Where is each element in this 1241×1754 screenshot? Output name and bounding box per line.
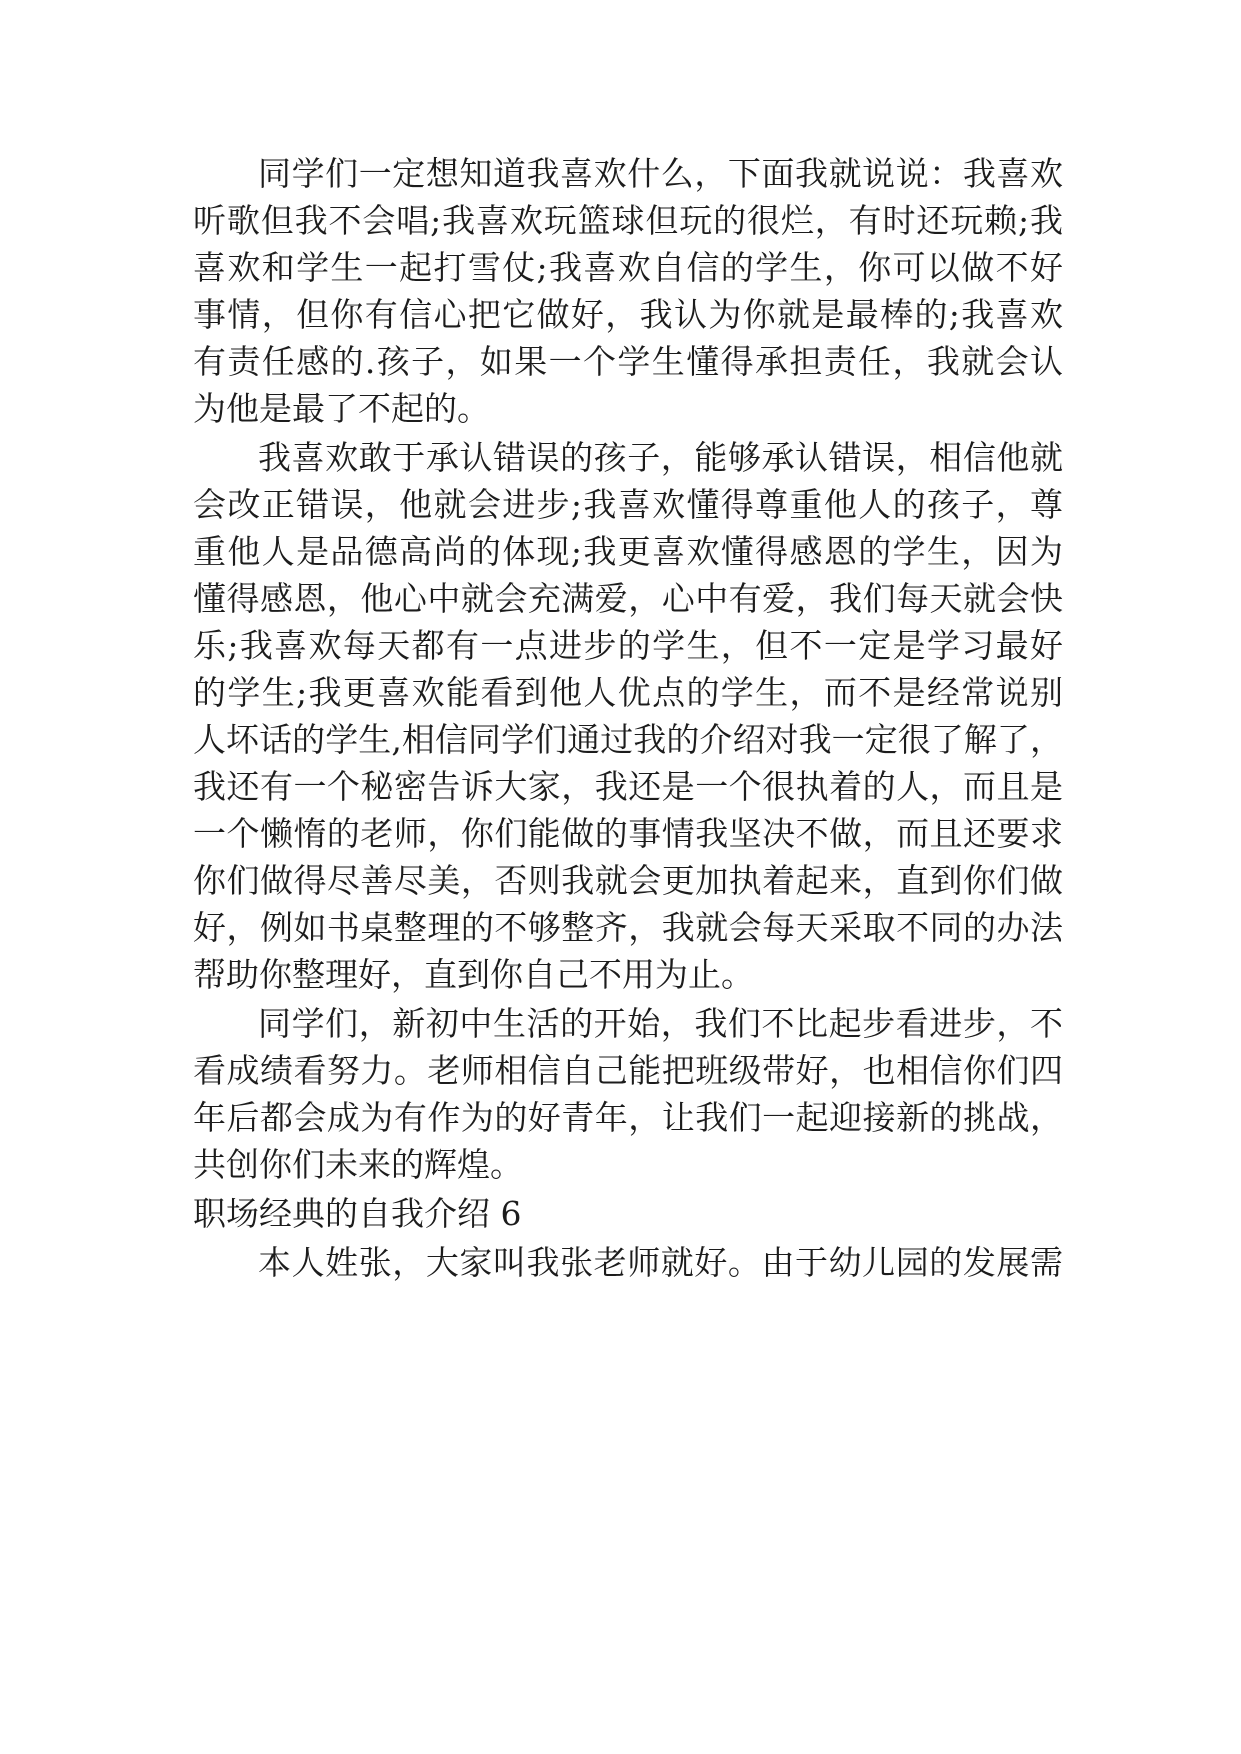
paragraph-1-line-4: 事情，但你有信心把它做好，我认为你就是最棒的;我喜欢 bbox=[193, 295, 1063, 334]
paragraph-2-line-9: 一个懒惰的老师，你们能做的事情我坚决不做，而且还要求 bbox=[193, 814, 1063, 853]
paragraph-2-line-6: 的学生;我更喜欢能看到他人优点的学生，而不是经常说别 bbox=[193, 673, 1063, 712]
paragraph-2-line-10: 你们做得尽善尽美，否则我就会更加执着起来，直到你们做 bbox=[193, 861, 1063, 900]
paragraph-2-line-7: 人坏话的学生,相信同学们通过我的介绍对我一定很了解了， bbox=[193, 720, 1063, 759]
paragraph-3-line-4: 共创你们未来的辉煌。 bbox=[193, 1145, 523, 1184]
paragraph-3-line-2: 看成绩看努力。老师相信自己能把班级带好，也相信你们四 bbox=[193, 1051, 1063, 1090]
paragraph-2-line-3: 重他人是品德高尚的体现;我更喜欢懂得感恩的学生，因为 bbox=[193, 532, 1063, 571]
paragraph-1-line-6: 为他是最了不起的。 bbox=[193, 389, 490, 428]
paragraph-2-line-2: 会改正错误，他就会进步;我喜欢懂得尊重他人的孩子，尊 bbox=[193, 485, 1063, 524]
paragraph-2-line-8: 我还有一个秘密告诉大家，我还是一个很执着的人，而且是 bbox=[193, 767, 1063, 806]
paragraph-1-line-5: 有责任感的.孩子，如果一个学生懂得承担责任，我就会认 bbox=[193, 342, 1063, 381]
paragraph-4-line-1: 本人姓张，大家叫我张老师就好。由于幼儿园的发展需 bbox=[258, 1243, 1063, 1282]
paragraph-3-line-3: 年后都会成为有作为的好青年，让我们一起迎接新的挑战， bbox=[193, 1098, 1063, 1137]
paragraph-1-line-1: 同学们一定想知道我喜欢什么，下面我就说说：我喜欢 bbox=[258, 154, 1063, 193]
paragraph-2-line-11: 好，例如书桌整理的不够整齐，我就会每天采取不同的办法 bbox=[193, 908, 1063, 947]
paragraph-3-line-1: 同学们，新初中生活的开始，我们不比起步看进步，不 bbox=[258, 1004, 1063, 1043]
paragraph-1-line-3: 喜欢和学生一起打雪仗;我喜欢自信的学生，你可以做不好 bbox=[193, 248, 1063, 287]
section-heading: 职场经典的自我介绍 6 bbox=[193, 1194, 522, 1233]
paragraph-2-line-12: 帮助你整理好，直到你自己不用为止。 bbox=[193, 955, 754, 994]
paragraph-2-line-1: 我喜欢敢于承认错误的孩子，能够承认错误，相信他就 bbox=[258, 438, 1063, 477]
paragraph-2-line-5: 乐;我喜欢每天都有一点进步的学生，但不一定是学习最好 bbox=[193, 626, 1063, 665]
paragraph-1-line-2: 听歌但我不会唱;我喜欢玩篮球但玩的很烂，有时还玩赖;我 bbox=[193, 201, 1063, 240]
paragraph-2-line-4: 懂得感恩，他心中就会充满爱，心中有爱，我们每天就会快 bbox=[193, 579, 1063, 618]
